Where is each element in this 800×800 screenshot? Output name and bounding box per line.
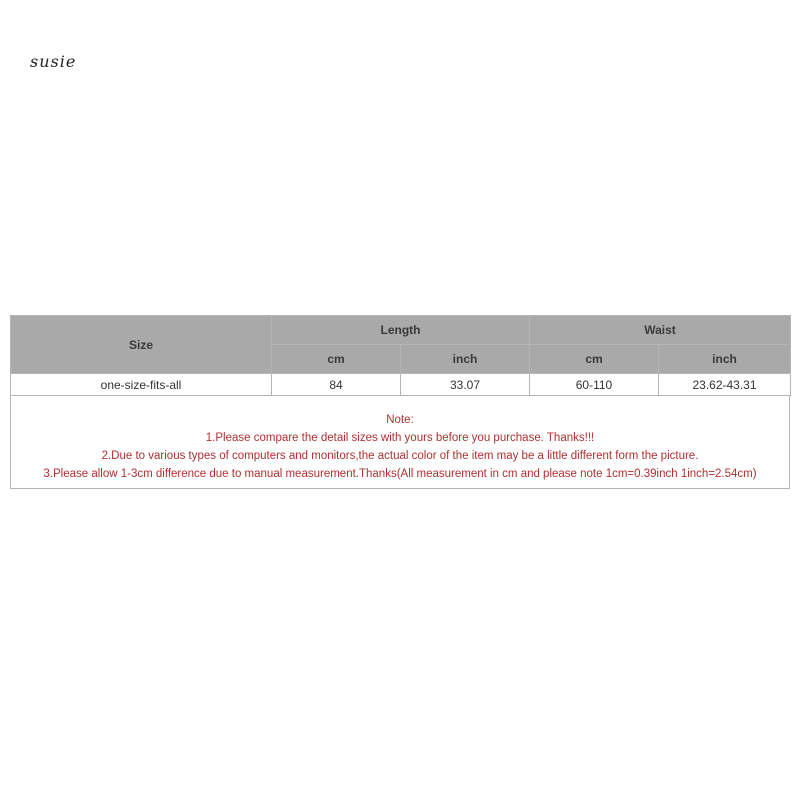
header-waist-cm: cm xyxy=(530,345,659,374)
note-line-1: 1.Please compare the detail sizes with yours before you purchase. Thanks!!! xyxy=(205,432,595,444)
cell-length-inch: 33.07 xyxy=(401,374,530,396)
header-waist-inch: inch xyxy=(659,345,791,374)
size-table xyxy=(10,315,791,396)
table-row xyxy=(11,374,791,396)
note-line-3: 3.Please allow 1-3cm difference due to manual measurement.Thanks(All measurement in cm and please note 1cm=0.39inch 1inch=2.54cm) xyxy=(43,468,757,480)
cell-size: one-size-fits-all xyxy=(11,374,272,396)
cell-length-cm: 84 xyxy=(272,374,401,396)
header-length-cm: cm xyxy=(272,345,401,374)
header-length: Length xyxy=(272,316,530,345)
notes-box xyxy=(10,396,790,489)
notes-title: Note: xyxy=(386,414,414,426)
cell-waist-inch: 23.62-43.31 xyxy=(659,374,791,396)
brand-logo: susie xyxy=(30,52,77,71)
header-size: Size xyxy=(11,316,272,374)
header-row-primary xyxy=(11,316,791,345)
size-chart xyxy=(10,315,790,489)
header-waist: Waist xyxy=(530,316,791,345)
header-length-inch: inch xyxy=(401,345,530,374)
note-line-2: 2.Due to various types of computers and monitors,the actual color of the item may be a little different form the picture. xyxy=(101,450,699,462)
cell-waist-cm: 60-110 xyxy=(530,374,659,396)
